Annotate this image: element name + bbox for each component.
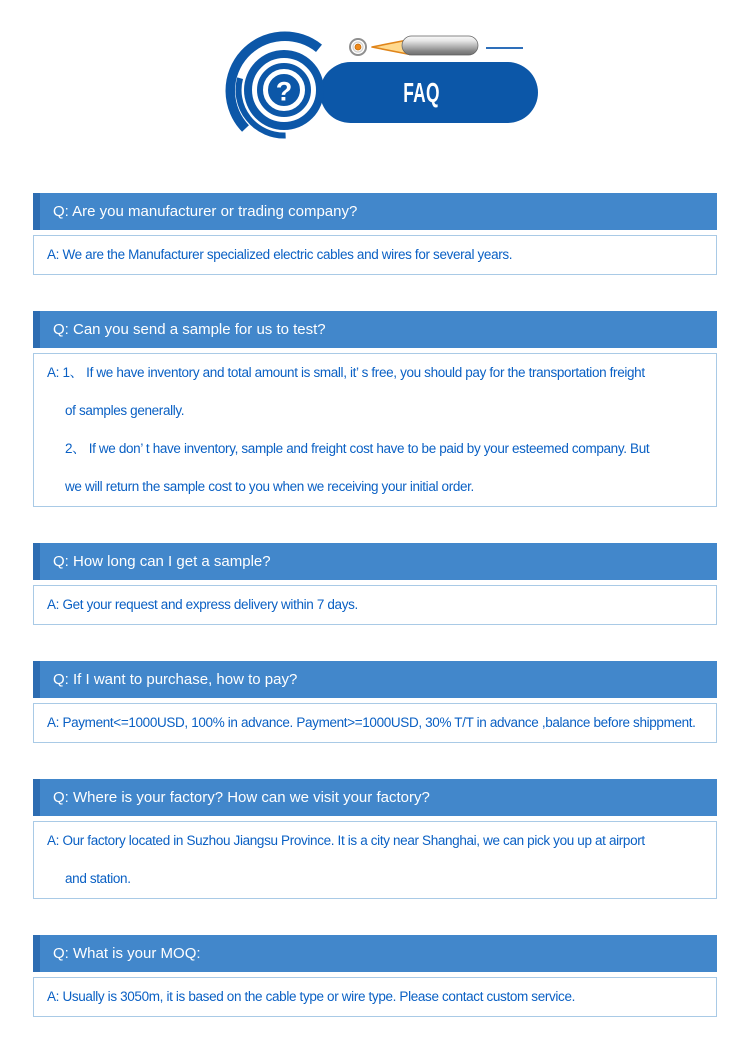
question-text: Q: How long can I get a sample? — [53, 553, 271, 570]
answer-box — [33, 585, 717, 625]
question-bar — [33, 311, 717, 348]
faq-item — [33, 193, 717, 275]
faq-item — [33, 311, 717, 507]
answer-line: A: Get your request and express delivery within 7 days. — [47, 597, 358, 612]
question-mark-icon: ? — [275, 76, 293, 107]
answer-box — [33, 821, 717, 899]
answer-box — [33, 977, 717, 1017]
question-text: Q: What is your MOQ: — [53, 945, 201, 962]
answer-line: we will return the sample cost to you when we receiving your initial order. — [65, 479, 474, 494]
answer-line: and station. — [65, 871, 131, 886]
question-bar — [33, 661, 717, 698]
answer-line: A: Payment<=1000USD, 100% in advance. Payment>=1000USD, 30% T/T in advance ,balance before shippment. — [47, 715, 696, 730]
cable-wire-graphic — [336, 29, 531, 65]
question-bar — [33, 193, 717, 230]
faq-list — [33, 193, 717, 1053]
stripped-wire-icon — [372, 36, 478, 55]
question-text: Q: Where is your factory? How can we visit your factory? — [53, 789, 430, 806]
answer-line: A: We are the Manufacturer specialized electric cables and wires for several years. — [47, 247, 513, 262]
faq-logo — [219, 25, 349, 155]
answer-line: A: Our factory located in Suzhou Jiangsu Province. It is a city near Shanghai, we can pick you up at airport — [47, 833, 645, 848]
faq-item — [33, 779, 717, 899]
question-bar — [33, 543, 717, 580]
faq-item — [33, 661, 717, 743]
answer-line: 2、 If we don’ t have inventory, sample and freight cost have to be paid by your esteemed company. But — [65, 441, 650, 456]
wire-cross-section-icon — [350, 39, 366, 55]
question-text: Q: Can you send a sample for us to test? — [53, 321, 326, 338]
faq-header — [0, 0, 750, 193]
faq-item — [33, 935, 717, 1017]
question-text: Q: If I want to purchase, how to pay? — [53, 671, 298, 688]
answer-line: of samples generally. — [65, 403, 185, 418]
faq-item — [33, 543, 717, 625]
answer-box — [33, 353, 717, 507]
faq-title: FAQ — [403, 76, 441, 108]
answer-line: A: 1、 If we have inventory and total amount is small, it’ s free, you should pay for the transportation freight — [47, 365, 645, 380]
answer-box — [33, 235, 717, 275]
question-bar — [33, 779, 717, 816]
question-text: Q: Are you manufacturer or trading company? — [53, 203, 358, 220]
question-bar — [33, 935, 717, 972]
answer-box — [33, 703, 717, 743]
answer-line: A: Usually is 3050m, it is based on the cable type or wire type. Please contact custom service. — [47, 989, 576, 1004]
faq-banner — [320, 62, 538, 123]
